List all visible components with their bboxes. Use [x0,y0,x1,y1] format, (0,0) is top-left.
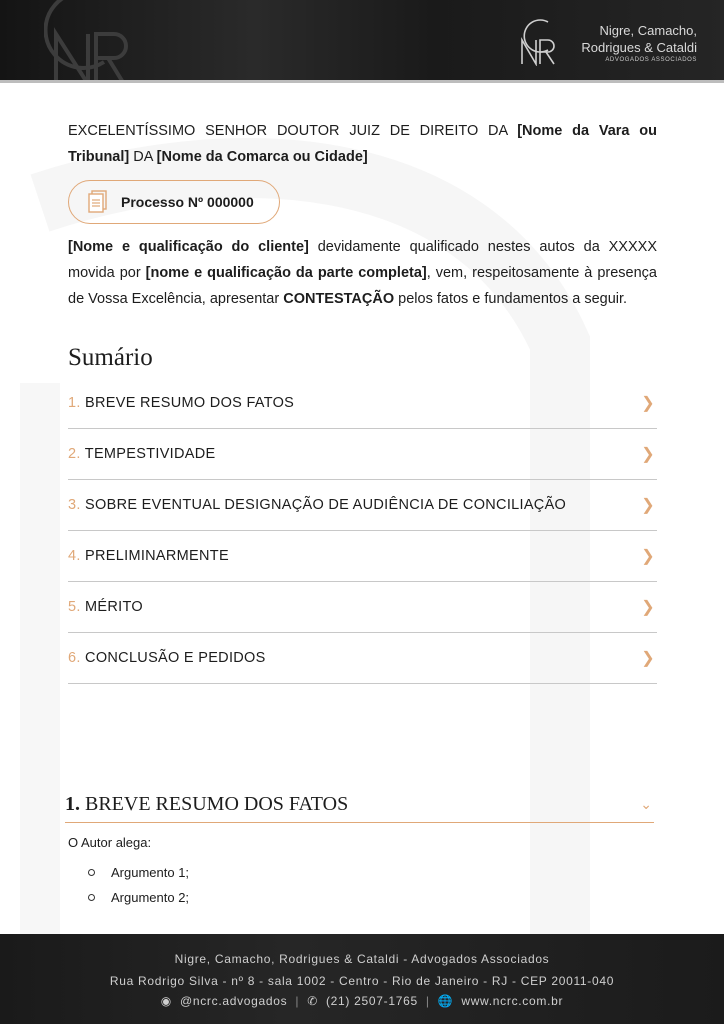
footer-address: Rua Rodrigo Silva - nº 8 - sala 1002 - Centro - Rio de Janeiro - RJ - CEP 20011-040 [109,974,615,988]
bullet-icon [88,869,95,876]
toc-item-conclusao[interactable] [68,633,657,684]
ncr-monogram-icon [44,0,134,80]
toc-item-tempestividade[interactable] [68,429,657,480]
toc-item-preliminarmente[interactable] [68,531,657,582]
toc-label: BREVE RESUMO DOS FATOS [85,395,295,411]
chevron-right-icon: ❯ [641,497,655,514]
page-header [0,0,724,80]
page-footer [0,934,724,1024]
toc-number: 6. [68,650,81,666]
toc-number: 5. [68,599,81,615]
firm-name-line2: Rodrigues & Cataldi [581,40,697,55]
section-header[interactable] [65,786,654,823]
toc-label: CONCLUSÃO E PEDIDOS [85,650,266,666]
chevron-down-icon[interactable]: ⌄ [640,795,652,812]
cliente-placeholder: [Nome e qualificação do cliente] [68,239,309,255]
firm-logo-icon [518,18,558,66]
toc-number: 1. [68,395,81,411]
table-of-contents [68,378,657,684]
processo-number: Processo Nº 000000 [121,194,254,210]
website-link[interactable]: www.ncrc.com.br [461,994,564,1008]
firm-subtitle: ADVOGADOS ASSOCIADOS [605,57,697,63]
chevron-right-icon: ❯ [641,446,655,463]
chevron-right-icon: ❯ [641,395,655,412]
divider: | [295,994,300,1008]
list-item [88,860,654,885]
parte-placeholder: [nome e qualificação da parte completa] [145,265,427,281]
toc-label: PRELIMINARMENTE [85,548,229,564]
header-divider [0,80,724,83]
toc-number: 4. [68,548,81,564]
toc-number: 3. [68,497,81,513]
section-title-text: BREVE RESUMO DOS FATOS [85,792,349,815]
argument-text: Argumento 2; [111,890,190,905]
paragraph-text-1: devidamente qualificado nestes autos da XXXXX movida por [68,239,657,281]
addressee-text-2: DA [129,149,157,165]
toc-item-merito[interactable] [68,582,657,633]
list-item [88,885,654,910]
phone-icon: ✆ [307,994,318,1008]
paragraph-text-3: pelos fatos e fundamentos a seguir. [394,291,628,307]
toc-item-resumo[interactable] [68,378,657,429]
sumario-title: Sumário [68,344,153,371]
section-number: 1. [65,792,80,815]
divider: | [425,994,430,1008]
vara-placeholder: [Nome da Vara ou Tribunal] [68,123,657,165]
opening-paragraph [68,234,657,312]
section-title [65,793,348,816]
argument-list [88,860,654,910]
processo-badge [68,180,280,224]
comarca-placeholder: [Nome da Comarca ou Cidade] [156,149,368,165]
toc-label: SOBRE EVENTUAL DESIGNAÇÃO DE AUDIÊNCIA DE CONCILIAÇÃO [85,497,567,513]
instagram-handle[interactable]: @ncrc.advogados [179,994,288,1008]
document-body [68,118,657,684]
argument-text: Argumento 1; [111,865,190,880]
chevron-right-icon: ❯ [641,548,655,565]
firm-name-line1: Nigre, Camacho, [599,23,697,38]
toc-label: MÉRITO [85,599,143,615]
toc-label: TEMPESTIVIDADE [84,446,216,462]
toc-item-audiencia[interactable] [68,480,657,531]
contestacao-keyword: CONTESTAÇÃO [283,291,395,307]
addressee [68,118,657,170]
toc-number: 2. [68,446,81,462]
bullet-icon [88,894,95,901]
document-icon [87,190,109,214]
instagram-icon: ◉ [160,994,172,1008]
firm-name [563,22,697,65]
footer-firm: Nigre, Camacho, Rodrigues & Cataldi - Advogados Associados [174,952,550,966]
section-resumo [65,786,654,910]
addressee-text: EXCELENTÍSSIMO SENHOR DOUTOR JUIZ DE DIREITO DA [68,123,518,139]
globe-icon: 🌐 [437,994,454,1008]
chevron-right-icon: ❯ [641,599,655,616]
alega-text: O Autor alega: [68,835,152,850]
footer-contacts [0,994,724,1008]
paragraph-text-2: , vem, respeitosamente à presença de Vossa Excelência, apresentar [68,265,657,307]
chevron-right-icon: ❯ [641,650,655,667]
phone-number[interactable]: (21) 2507-1765 [325,994,418,1008]
